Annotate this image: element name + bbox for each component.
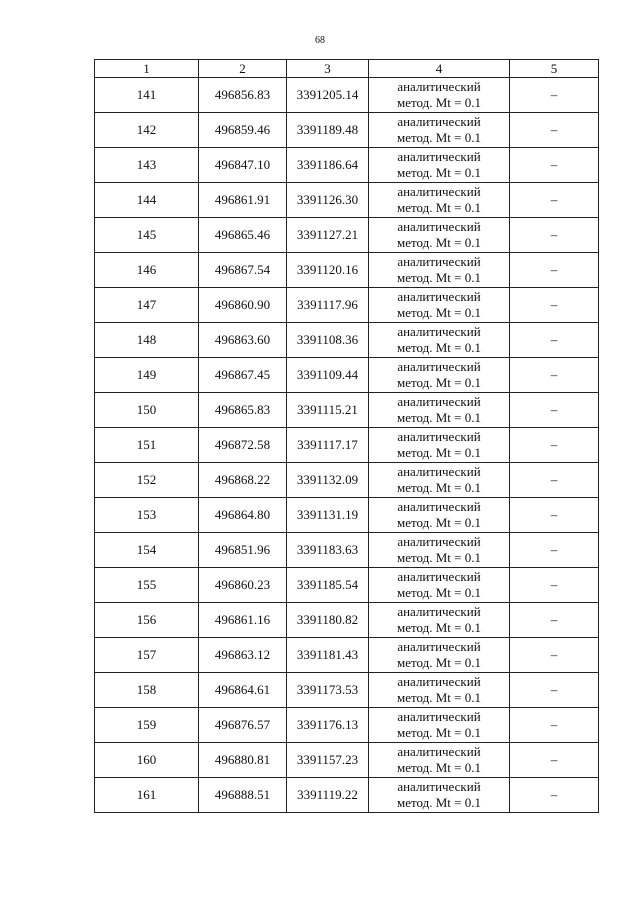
y-coordinate-cell: 3391176.13 [287,708,369,743]
note-cell: – [510,218,599,253]
x-coordinate-cell: 496867.45 [199,358,287,393]
note-cell: – [510,463,599,498]
note-cell: – [510,78,599,113]
method-cell [369,288,510,323]
y-coordinate-cell: 3391205.14 [287,78,369,113]
method-cell [369,463,510,498]
table-row [95,183,599,218]
method-cell [369,708,510,743]
method-line-2: метод. Mt = 0.1 [397,725,481,740]
x-coordinate-cell: 496864.80 [199,498,287,533]
method-line-1: аналитический [397,604,481,619]
method-line-1: аналитический [397,534,481,549]
header-cell-method: 4 [369,60,510,78]
point-number-cell: 146 [95,253,199,288]
x-coordinate-cell: 496860.23 [199,568,287,603]
table-body [95,78,599,813]
y-coordinate-cell: 3391185.54 [287,568,369,603]
point-number-cell: 148 [95,323,199,358]
point-number-cell: 155 [95,568,199,603]
method-line-2: метод. Mt = 0.1 [397,410,481,425]
method-line-1: аналитический [397,394,481,409]
method-line-2: метод. Mt = 0.1 [397,620,481,635]
note-cell: – [510,568,599,603]
method-line-2: метод. Mt = 0.1 [397,655,481,670]
point-number-cell: 153 [95,498,199,533]
method-line-1: аналитический [397,184,481,199]
x-coordinate-cell: 496851.96 [199,533,287,568]
method-line-1: аналитический [397,149,481,164]
point-number-cell: 154 [95,533,199,568]
method-cell [369,673,510,708]
x-coordinate-cell: 496863.12 [199,638,287,673]
table-row [95,673,599,708]
table-row [95,498,599,533]
method-cell [369,498,510,533]
note-cell: – [510,148,599,183]
table-row [95,778,599,813]
method-line-1: аналитический [397,779,481,794]
table-row [95,638,599,673]
note-cell: – [510,743,599,778]
method-line-2: метод. Mt = 0.1 [397,95,481,110]
table-row [95,253,599,288]
method-line-2: метод. Mt = 0.1 [397,165,481,180]
note-cell: – [510,673,599,708]
x-coordinate-cell: 496868.22 [199,463,287,498]
point-number-cell: 157 [95,638,199,673]
method-line-2: метод. Mt = 0.1 [397,445,481,460]
point-number-cell: 159 [95,708,199,743]
method-line-2: метод. Mt = 0.1 [397,550,481,565]
method-line-1: аналитический [397,464,481,479]
method-cell [369,533,510,568]
note-cell: – [510,498,599,533]
y-coordinate-cell: 3391186.64 [287,148,369,183]
method-line-1: аналитический [397,359,481,374]
y-coordinate-cell: 3391108.36 [287,323,369,358]
x-coordinate-cell: 496867.54 [199,253,287,288]
x-coordinate-cell: 496861.91 [199,183,287,218]
method-line-2: метод. Mt = 0.1 [397,270,481,285]
y-coordinate-cell: 3391131.19 [287,498,369,533]
note-cell: – [510,428,599,463]
method-line-1: аналитический [397,254,481,269]
method-line-2: метод. Mt = 0.1 [397,130,481,145]
method-cell [369,778,510,813]
table-row [95,323,599,358]
method-cell [369,113,510,148]
x-coordinate-cell: 496859.46 [199,113,287,148]
method-cell [369,78,510,113]
note-cell: – [510,778,599,813]
method-line-1: аналитический [397,79,481,94]
header-cell-x: 2 [199,60,287,78]
table-row [95,288,599,323]
method-line-1: аналитический [397,429,481,444]
x-coordinate-cell: 496847.10 [199,148,287,183]
table-row [95,743,599,778]
point-number-cell: 144 [95,183,199,218]
note-cell: – [510,603,599,638]
y-coordinate-cell: 3391157.23 [287,743,369,778]
method-line-1: аналитический [397,709,481,724]
method-line-2: метод. Mt = 0.1 [397,480,481,495]
header-row [95,60,599,78]
note-cell: – [510,393,599,428]
y-coordinate-cell: 3391117.17 [287,428,369,463]
point-number-cell: 149 [95,358,199,393]
table-row [95,428,599,463]
method-line-2: метод. Mt = 0.1 [397,305,481,320]
x-coordinate-cell: 496860.90 [199,288,287,323]
note-cell: – [510,323,599,358]
header-cell-y: 3 [287,60,369,78]
x-coordinate-cell: 496865.83 [199,393,287,428]
method-line-2: метод. Mt = 0.1 [397,795,481,810]
header-cell-note: 5 [510,60,599,78]
point-number-cell: 151 [95,428,199,463]
point-number-cell: 147 [95,288,199,323]
y-coordinate-cell: 3391109.44 [287,358,369,393]
method-line-1: аналитический [397,289,481,304]
method-line-1: аналитический [397,569,481,584]
y-coordinate-cell: 3391180.82 [287,603,369,638]
y-coordinate-cell: 3391189.48 [287,113,369,148]
method-line-1: аналитический [397,219,481,234]
note-cell: – [510,533,599,568]
table-row [95,393,599,428]
method-line-2: метод. Mt = 0.1 [397,760,481,775]
x-coordinate-cell: 496876.57 [199,708,287,743]
point-number-cell: 161 [95,778,199,813]
method-cell [369,568,510,603]
table-row [95,603,599,638]
method-line-1: аналитический [397,639,481,654]
method-line-2: метод. Mt = 0.1 [397,340,481,355]
y-coordinate-cell: 3391120.16 [287,253,369,288]
point-number-cell: 150 [95,393,199,428]
method-line-1: аналитический [397,114,481,129]
x-coordinate-cell: 496872.58 [199,428,287,463]
table-row [95,463,599,498]
note-cell: – [510,113,599,148]
x-coordinate-cell: 496865.46 [199,218,287,253]
note-cell: – [510,288,599,323]
point-number-cell: 141 [95,78,199,113]
method-line-1: аналитический [397,324,481,339]
point-number-cell: 156 [95,603,199,638]
method-cell [369,253,510,288]
point-number-cell: 143 [95,148,199,183]
method-cell [369,323,510,358]
note-cell: – [510,638,599,673]
point-number-cell: 160 [95,743,199,778]
method-cell [369,218,510,253]
method-line-1: аналитический [397,744,481,759]
y-coordinate-cell: 3391173.53 [287,673,369,708]
y-coordinate-cell: 3391132.09 [287,463,369,498]
method-line-2: метод. Mt = 0.1 [397,235,481,250]
method-cell [369,743,510,778]
x-coordinate-cell: 496888.51 [199,778,287,813]
method-cell [369,638,510,673]
y-coordinate-cell: 3391127.21 [287,218,369,253]
method-cell [369,358,510,393]
y-coordinate-cell: 3391183.63 [287,533,369,568]
coordinates-table [94,59,599,813]
table-row [95,148,599,183]
table-row [95,218,599,253]
table-row [95,568,599,603]
page-number: 68 [315,35,325,46]
table-row [95,708,599,743]
y-coordinate-cell: 3391126.30 [287,183,369,218]
method-line-2: метод. Mt = 0.1 [397,375,481,390]
table-row [95,358,599,393]
x-coordinate-cell: 496863.60 [199,323,287,358]
method-cell [369,183,510,218]
y-coordinate-cell: 3391119.22 [287,778,369,813]
y-coordinate-cell: 3391115.21 [287,393,369,428]
method-line-2: метод. Mt = 0.1 [397,585,481,600]
method-cell [369,428,510,463]
point-number-cell: 158 [95,673,199,708]
method-cell [369,603,510,638]
x-coordinate-cell: 496861.16 [199,603,287,638]
table-row [95,78,599,113]
point-number-cell: 145 [95,218,199,253]
method-cell [369,148,510,183]
method-line-1: аналитический [397,499,481,514]
table-row [95,113,599,148]
method-line-1: аналитический [397,674,481,689]
method-line-2: метод. Mt = 0.1 [397,690,481,705]
method-line-2: метод. Mt = 0.1 [397,515,481,530]
x-coordinate-cell: 496864.61 [199,673,287,708]
note-cell: – [510,253,599,288]
table-row [95,533,599,568]
point-number-cell: 142 [95,113,199,148]
method-line-2: метод. Mt = 0.1 [397,200,481,215]
header-cell-point-number: 1 [95,60,199,78]
note-cell: – [510,183,599,218]
y-coordinate-cell: 3391117.96 [287,288,369,323]
y-coordinate-cell: 3391181.43 [287,638,369,673]
x-coordinate-cell: 496880.81 [199,743,287,778]
note-cell: – [510,358,599,393]
method-cell [369,393,510,428]
x-coordinate-cell: 496856.83 [199,78,287,113]
note-cell: – [510,708,599,743]
point-number-cell: 152 [95,463,199,498]
